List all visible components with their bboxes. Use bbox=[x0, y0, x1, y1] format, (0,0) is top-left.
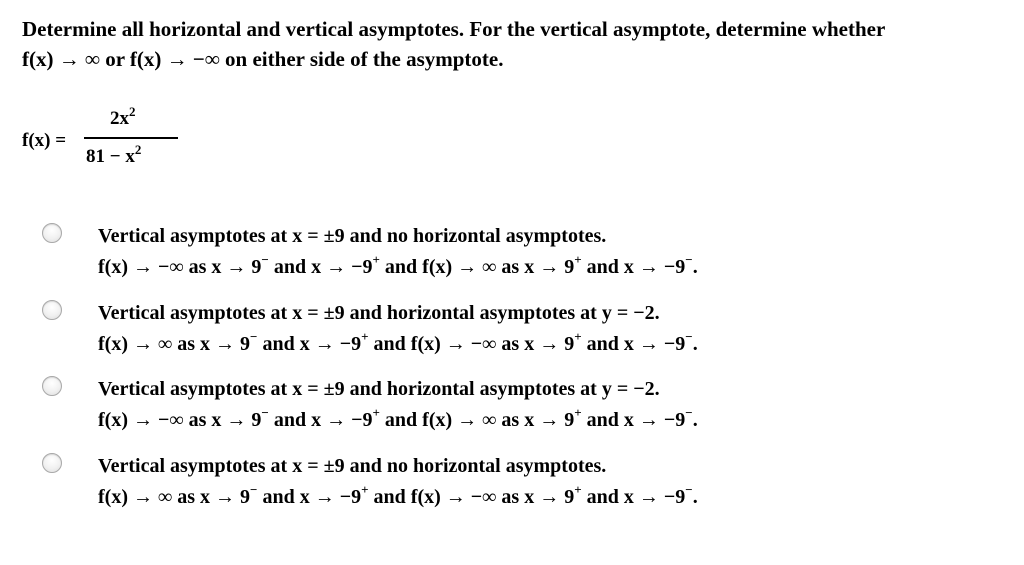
answer-option-d[interactable] bbox=[40, 451, 1000, 511]
question-line-1: Determine all horizontal and vertical asymptotes. For the vertical asymptote, determine whether bbox=[22, 17, 886, 41]
option-c-sup-4: − bbox=[685, 405, 693, 421]
option-c-line-2 bbox=[98, 405, 698, 436]
fraction-bar bbox=[84, 137, 178, 139]
option-d-sup-2: + bbox=[361, 482, 369, 498]
numerator-base: 2x bbox=[110, 108, 129, 129]
option-b-sup-1: − bbox=[250, 329, 258, 345]
question-prompt bbox=[22, 14, 1012, 74]
option-a-line-2 bbox=[98, 252, 698, 283]
denominator-base: 81 − x bbox=[86, 146, 135, 167]
option-d-part-1: f(x) → ∞ as x → 9 bbox=[98, 486, 251, 508]
function-lhs: f(x) = bbox=[22, 130, 67, 151]
answer-option-a[interactable] bbox=[40, 221, 1000, 281]
option-a-sup-3: + bbox=[574, 252, 582, 268]
option-a-part-3: and f(x) → ∞ as x → 9 bbox=[379, 256, 575, 278]
option-b-part-2: and x → −9 bbox=[257, 333, 362, 355]
answer-option-b[interactable] bbox=[40, 298, 1000, 358]
option-c-sup-3: + bbox=[574, 405, 582, 421]
radio-button-a[interactable] bbox=[42, 223, 62, 243]
option-c-part-1: f(x) → −∞ as x → 9 bbox=[98, 409, 262, 431]
option-c-sup-2: + bbox=[372, 405, 380, 421]
option-c-end: . bbox=[692, 409, 698, 431]
option-d-part-2: and x → −9 bbox=[257, 486, 362, 508]
option-b-part-4: and x → −9 bbox=[581, 333, 686, 355]
option-b-sup-3: + bbox=[574, 329, 582, 345]
option-b-end: . bbox=[692, 333, 698, 355]
radio-button-c[interactable] bbox=[42, 376, 62, 396]
option-d-part-3: and f(x) → −∞ as x → 9 bbox=[368, 486, 575, 508]
option-d-line-1: Vertical asymptotes at x = ±9 and no horizontal asymptotes. bbox=[98, 455, 607, 477]
option-a-text bbox=[98, 221, 698, 283]
option-c-part-3: and f(x) → ∞ as x → 9 bbox=[379, 409, 575, 431]
option-a-part-2: and x → −9 bbox=[268, 256, 373, 278]
option-c-line-1: Vertical asymptotes at x = ±9 and horizontal asymptotes at y = −2. bbox=[98, 378, 660, 400]
option-d-part-4: and x → −9 bbox=[581, 486, 686, 508]
question-line-2: f(x) → ∞ or f(x) → −∞ on either side of the asymptote. bbox=[22, 47, 504, 71]
option-c-part-2: and x → −9 bbox=[268, 409, 373, 431]
option-a-part-4: and x → −9 bbox=[581, 256, 686, 278]
option-d-end: . bbox=[692, 486, 698, 508]
function-numerator bbox=[110, 103, 136, 130]
option-d-sup-4: − bbox=[685, 482, 693, 498]
option-c-sup-1: − bbox=[261, 405, 269, 421]
option-a-part-1: f(x) → −∞ as x → 9 bbox=[98, 256, 262, 278]
radio-button-d[interactable] bbox=[42, 453, 62, 473]
option-b-sup-2: + bbox=[361, 329, 369, 345]
option-b-line-1: Vertical asymptotes at x = ±9 and horizontal asymptotes at y = −2. bbox=[98, 302, 660, 324]
option-b-line-2 bbox=[98, 329, 698, 360]
option-b-sup-4: − bbox=[685, 329, 693, 345]
option-a-sup-4: − bbox=[685, 252, 693, 268]
option-a-end: . bbox=[692, 256, 698, 278]
option-d-text bbox=[98, 451, 698, 513]
option-a-sup-1: − bbox=[261, 252, 269, 268]
option-d-line-2 bbox=[98, 482, 698, 513]
option-b-text bbox=[98, 298, 698, 360]
numerator-exponent: 2 bbox=[129, 103, 136, 119]
function-denominator bbox=[86, 141, 142, 168]
option-a-sup-2: + bbox=[372, 252, 380, 268]
option-c-text bbox=[98, 374, 698, 436]
option-c-part-4: and x → −9 bbox=[581, 409, 686, 431]
denominator-exponent: 2 bbox=[134, 141, 142, 157]
option-d-sup-1: − bbox=[250, 482, 258, 498]
option-b-part-3: and f(x) → −∞ as x → 9 bbox=[368, 333, 575, 355]
option-d-sup-3: + bbox=[574, 482, 582, 498]
option-b-part-1: f(x) → ∞ as x → 9 bbox=[98, 333, 251, 355]
answer-option-c[interactable] bbox=[40, 374, 1000, 434]
option-a-line-1: Vertical asymptotes at x = ±9 and no horizontal asymptotes. bbox=[98, 225, 607, 247]
radio-button-b[interactable] bbox=[42, 300, 62, 320]
